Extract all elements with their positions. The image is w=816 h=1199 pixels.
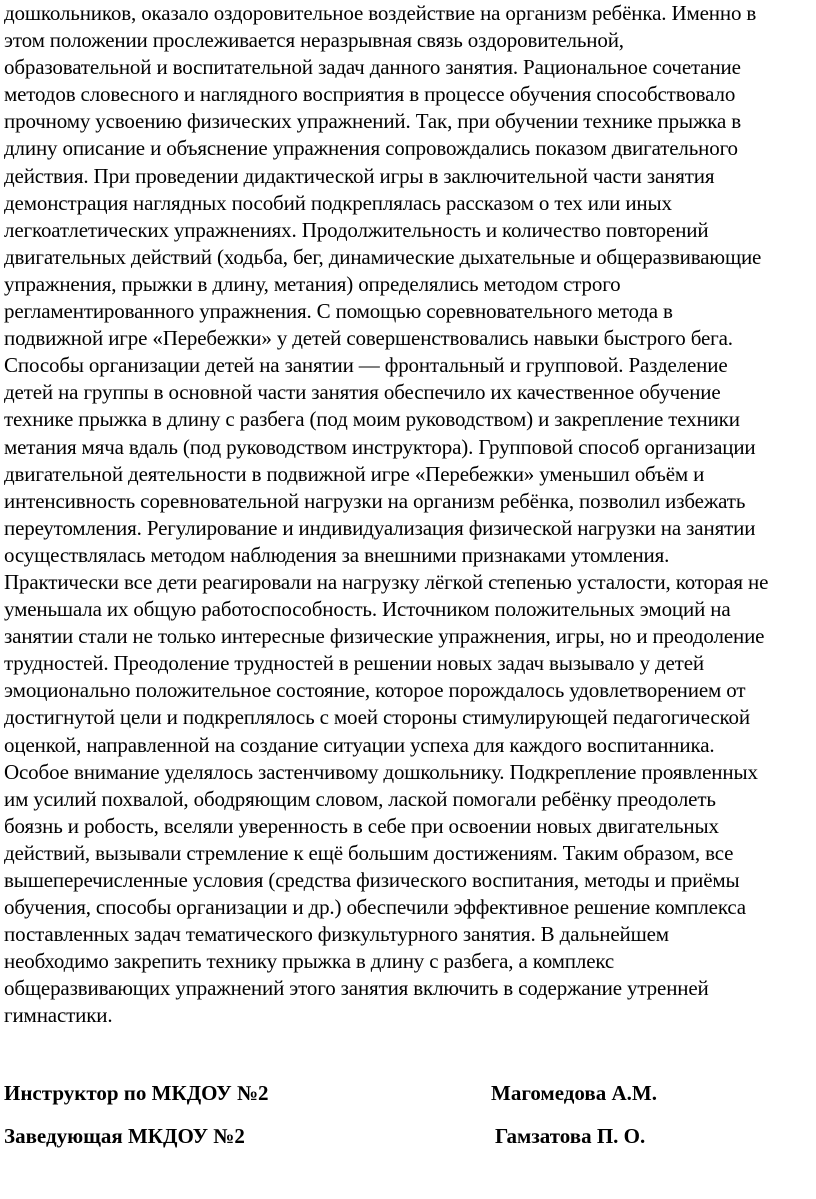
text-line: регламентированного упражнения. С помощью соревновательного метода в <box>4 299 673 324</box>
text-line: детей на группы в основной части занятия обеспечило их качественное обучение <box>4 380 721 405</box>
text-line: упражнения, прыжки в длину, метания) определялись методом строго <box>4 271 621 296</box>
signature-line-head <box>4 1121 810 1151</box>
text-line: метания мяча вдаль (под руководством инструктора). Групповой способ организации <box>4 434 756 459</box>
text-line: прочному усвоению физических упражнений. Так, при обучении технике прыжка в <box>4 109 742 134</box>
text-line: гимнастики. <box>4 1003 113 1028</box>
text-line: двигательной деятельности в подвижной игре «Перебежки» уменьшил объём и <box>4 461 705 486</box>
signature-name: Магомедова А.М. <box>491 1081 657 1105</box>
signature-name: Гамзатова П. О. <box>495 1124 646 1148</box>
text-line: им усилий похвалой, ободряющим словом, лаской помогали ребёнку преодолеть <box>4 786 716 811</box>
text-line: осуществлялась методом наблюдения за внешними признаками утомления. <box>4 542 670 567</box>
text-line: уменьшала их общую работоспособность. Источником положительных эмоций на <box>4 597 731 622</box>
text-line: Способы организации детей на занятии — фронтальный и групповой. Разделение <box>4 353 728 378</box>
signature-line-instructor <box>4 1078 810 1108</box>
text-line: трудностей. Преодоление трудностей в решении новых задач вызывало у детей <box>4 651 704 676</box>
text-line: достигнутой цели и подкреплялось с моей стороны стимулирующей педагогической <box>4 705 750 730</box>
text-line: Практически все дети реагировали на нагрузку лёгкой степенью усталости, которая не <box>4 569 769 594</box>
text-line: дошкольников, оказало оздоровительное воздействие на организм ребёнка. Именно в <box>4 1 757 25</box>
text-line: демонстрация наглядных пособий подкреплялась рассказом о тех или иных <box>4 190 672 215</box>
text-line: боязнь и робость, вселяли уверенность в себе при освоении новых двигательных <box>4 813 719 838</box>
text-line: общеразвивающих упражнений этого занятия включить в содержание утренней <box>4 976 709 1001</box>
text-line: образовательной и воспитательной задач данного занятия. Рациональное сочетание <box>4 55 741 80</box>
text-line: технике прыжка в длину с разбега (под моим руководством) и закрепление техники <box>4 407 740 432</box>
text-line: занятии стали не только интересные физические упражнения, игры, но и преодоление <box>4 624 765 649</box>
document-body-text <box>4 0 810 1030</box>
text-line: необходимо закрепить технику прыжка в длину с разбега, а комплекс <box>4 949 615 974</box>
text-line: обучения, способы организации и др.) обеспечили эффективное решение комплекса <box>4 895 746 920</box>
text-line: поставленных задач тематического физкультурного занятия. В дальнейшем <box>4 922 669 947</box>
text-line: методов словесного и наглядного восприятия в процессе обучения способствовало <box>4 82 736 107</box>
text-line: двигательных действий (ходьба, бег, динамические дыхательные и общеразвивающие <box>4 244 762 269</box>
text-line: оценкой, направленной на создание ситуации успеха для каждого воспитанника. <box>4 732 715 757</box>
text-line: эмоционально положительное состояние, которое порождалось удовлетворением от <box>4 678 746 703</box>
text-line: длину описание и объяснение упражнения сопровождались показом двигательного <box>4 136 738 161</box>
text-line: переутомления. Регулирование и индивидуализация физической нагрузки на занятии <box>4 515 756 540</box>
text-line: Особое внимание уделялось застенчивому дошкольнику. Подкрепление проявленных <box>4 759 758 784</box>
text-line: вышеперечисленные условия (средства физического воспитания, методы и приёмы <box>4 868 740 892</box>
signature-role: Заведующая МКДОУ №2 <box>4 1124 245 1148</box>
text-line: интенсивность соревновательной нагрузки на организм ребёнка, позволил избежать <box>4 488 746 513</box>
text-line: действия. При проведении дидактической игры в заключительной части занятия <box>4 163 715 188</box>
text-line: подвижной игре «Перебежки» у детей совершенствовались навыки быстрого бега. <box>4 326 733 351</box>
text-line: этом положении прослеживается неразрывная связь оздоровительной, <box>4 28 624 53</box>
text-line: действий, вызывали стремление к ещё большим достижениям. Таким образом, все <box>4 840 734 865</box>
signature-role: Инструктор по МКДОУ №2 <box>4 1081 269 1105</box>
text-line: легкоатлетических упражнениях. Продолжительность и количество повторений <box>4 217 709 242</box>
